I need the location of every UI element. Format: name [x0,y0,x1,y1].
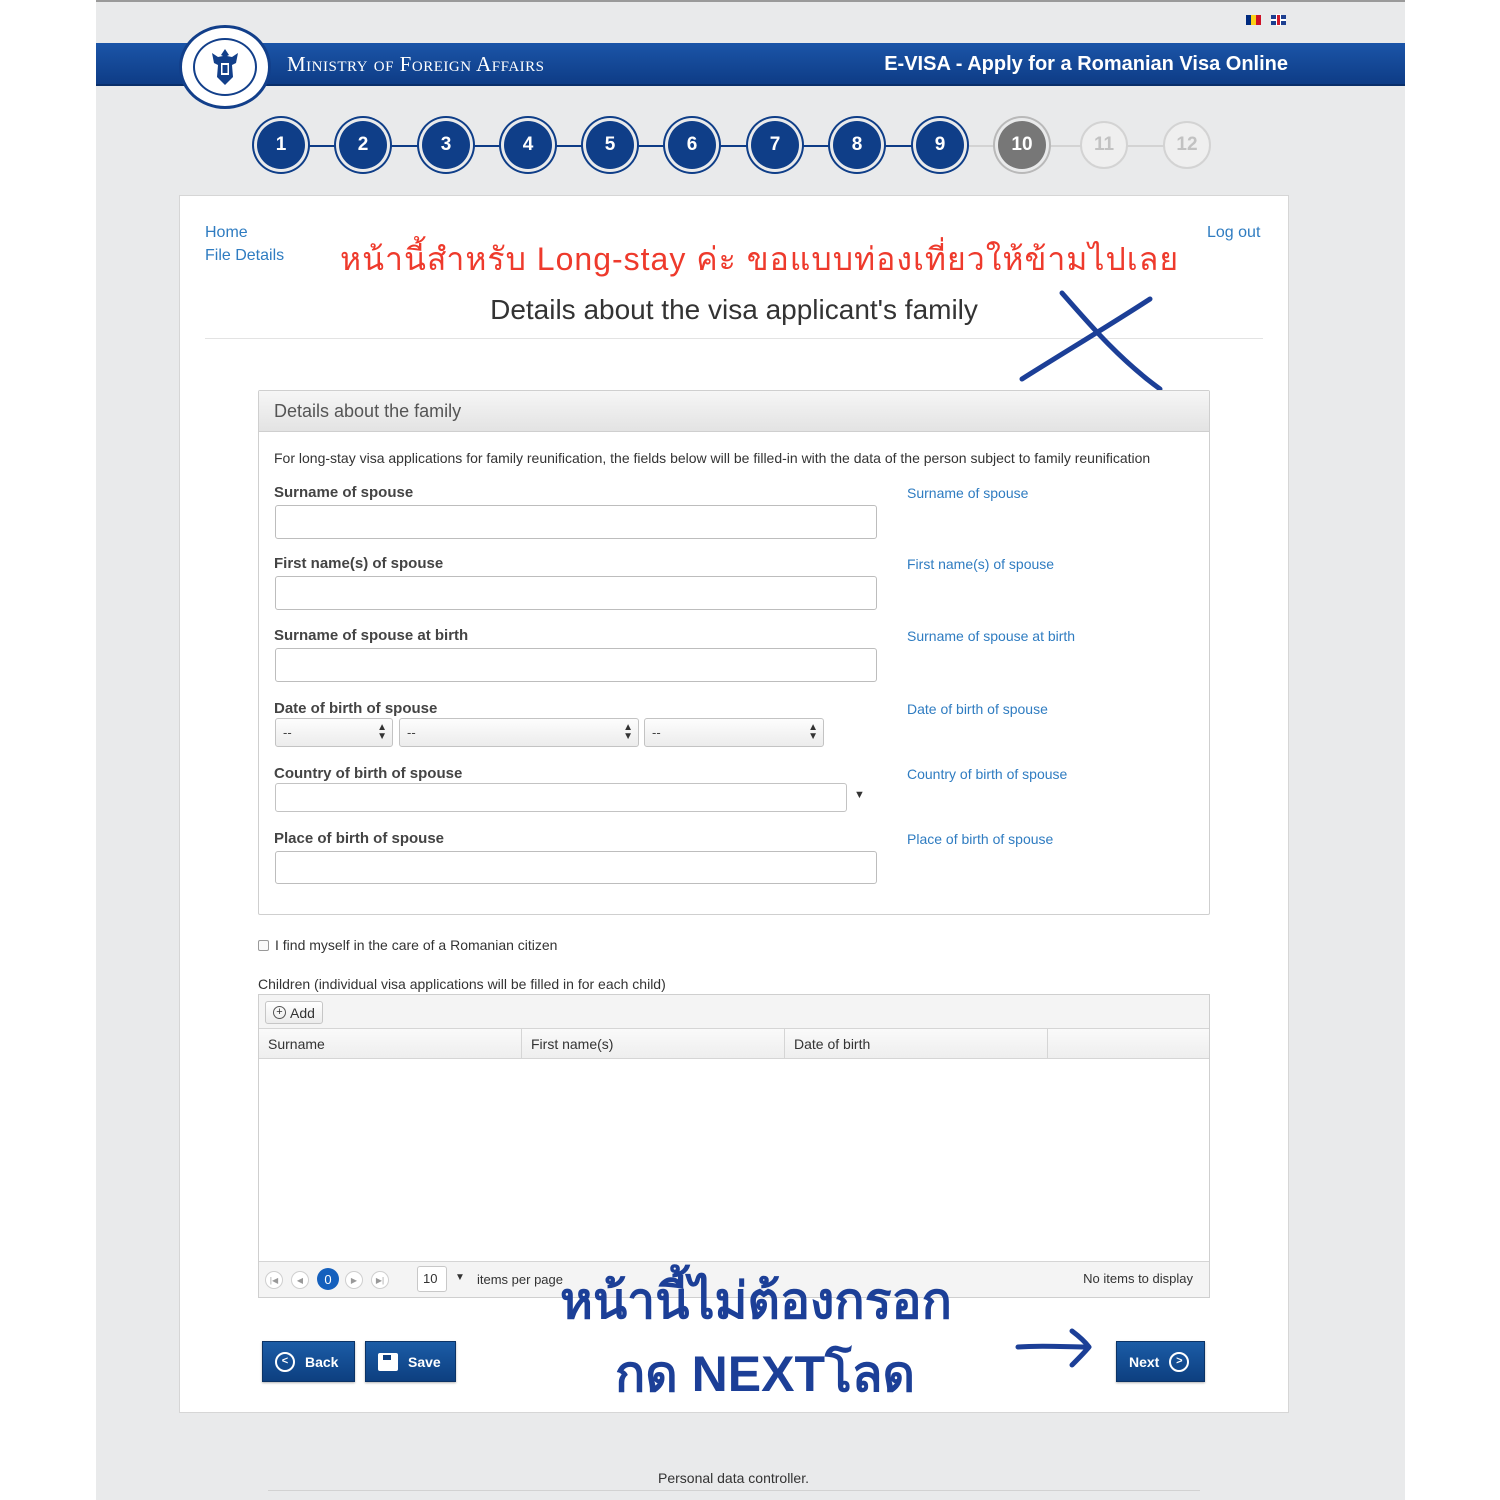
first-name-label: First name(s) of spouse [274,555,444,572]
step-1: 1 [257,121,305,169]
dob-year-value: -- [652,725,661,740]
eagle-crest-icon [208,47,242,87]
updown-arrows-icon: ▲ ▼ [808,722,818,742]
place-input[interactable] [275,851,877,884]
surname-hint: Surname of spouse [907,485,1029,501]
language-switcher [1246,15,1286,25]
step-6: 6 [668,121,716,169]
next-button[interactable] [1116,1341,1205,1382]
government-seal-logo [179,25,271,109]
annotation-skip-line2: กด NEXTโลด [615,1346,915,1402]
save-button[interactable] [365,1341,456,1382]
panel-title: Details about the family [259,391,1209,432]
footer-text[interactable]: Personal data controller. [658,1470,809,1486]
surname-at-birth-label: Surname of spouse at birth [274,627,469,644]
step-8: 8 [833,121,881,169]
ministry-title: Ministry of Foreign Affairs [287,52,545,76]
column-date-of-birth[interactable]: Date of birth [785,1029,1048,1058]
family-help-text: For long-stay visa applications for family reunification, the fields below will be filled-in with the data of the person subject to family reunification [274,450,1151,466]
logout-link[interactable]: Log out [1207,224,1261,241]
first-page-icon[interactable]: |◀ [265,1271,283,1289]
dropdown-caret-icon[interactable]: ▼ [455,1272,465,1283]
grid-header [259,1029,1209,1059]
step-10-current: 10 [998,121,1046,169]
page-title [0,294,1500,326]
first-name-input[interactable] [275,576,877,610]
save-button-label: Save [408,1353,441,1370]
page-size-select[interactable]: 10 [417,1266,447,1292]
back-button[interactable] [262,1341,355,1382]
place-hint: Place of birth of spouse [907,831,1054,847]
footer-divider [268,1490,1200,1491]
first-name-hint: First name(s) of spouse [907,556,1055,572]
annotation-skip-line1: หน้านี้ไม่ต้องกรอก [560,1273,952,1329]
back-button-label: Back [305,1353,339,1370]
step-2: 2 [339,121,387,169]
step-12: 12 [1163,121,1211,169]
grid-toolbar [259,995,1209,1029]
dob-hint: Date of birth of spouse [907,701,1048,717]
floppy-disk-icon [378,1353,398,1371]
next-button-label: Next [1129,1353,1160,1370]
surname-input[interactable] [275,505,877,539]
dob-day-value: -- [283,725,292,740]
current-page[interactable]: 0 [317,1268,339,1290]
uk-flag-icon[interactable] [1271,15,1286,25]
top-border [96,0,1405,2]
file-details-link[interactable]: File Details [205,247,285,264]
care-checkbox[interactable] [258,940,269,951]
next-arrow-icon: > [1169,1352,1189,1372]
children-label: Children (individual visa applications will be filled in for each child) [258,976,666,992]
dob-month-value: -- [407,725,416,740]
add-child-label: Add [290,1004,315,1021]
country-label: Country of birth of spouse [274,765,463,782]
step-3: 3 [422,121,470,169]
step-11: 11 [1080,121,1128,169]
dob-label: Date of birth of spouse [274,700,438,717]
dob-year-select[interactable] [644,718,824,747]
place-label: Place of birth of spouse [274,830,445,847]
no-items-text: No items to display [1083,1271,1193,1286]
updown-arrows-icon: ▲ ▼ [377,722,387,742]
ro-flag-icon[interactable] [1246,15,1261,25]
children-grid [258,994,1210,1298]
dob-day-select[interactable] [275,718,393,747]
country-hint: Country of birth of spouse [907,766,1068,782]
steps-remaining-line [940,145,1188,147]
grid-body-empty [259,1059,1209,1261]
add-child-button[interactable] [265,1001,323,1024]
column-actions [1048,1029,1209,1058]
column-surname[interactable]: Surname [259,1029,522,1058]
dob-month-select[interactable] [399,718,639,747]
dropdown-caret-icon[interactable]: ▼ [854,789,865,801]
page-title-text: Details about the visa applicant's family [490,294,978,325]
plus-icon: + [273,1006,286,1019]
surname-at-birth-hint: Surname of spouse at birth [907,628,1076,644]
care-checkbox-row[interactable] [258,937,557,953]
care-checkbox-label: I find myself in the care of a Romanian citizen [275,937,558,953]
prev-page-icon[interactable]: ◀ [291,1271,309,1289]
last-page-icon[interactable]: ▶| [371,1271,389,1289]
home-link[interactable]: Home [205,224,248,241]
surname-label: Surname of spouse [274,484,414,501]
country-combobox[interactable] [275,783,847,812]
step-7: 7 [751,121,799,169]
items-per-page-label: items per page [477,1272,563,1287]
step-5: 5 [586,121,634,169]
step-9: 9 [916,121,964,169]
annotation-arrow-icon [1012,1325,1096,1369]
surname-at-birth-input[interactable] [275,648,877,682]
annotation-cross-mark [1010,285,1170,397]
step-4: 4 [504,121,552,169]
next-page-icon[interactable]: ▶ [345,1271,363,1289]
back-arrow-icon: < [275,1352,295,1372]
service-title: E-VISA - Apply for a Romanian Visa Online [884,53,1288,75]
annotation-top-note: หน้านี้สำหรับ Long-stay ค่ะ ขอแบบท่องเที่ยวให้ข้ามไปเลย [340,241,1180,277]
column-first-names[interactable]: First name(s) [522,1029,785,1058]
updown-arrows-icon: ▲ ▼ [623,722,633,742]
